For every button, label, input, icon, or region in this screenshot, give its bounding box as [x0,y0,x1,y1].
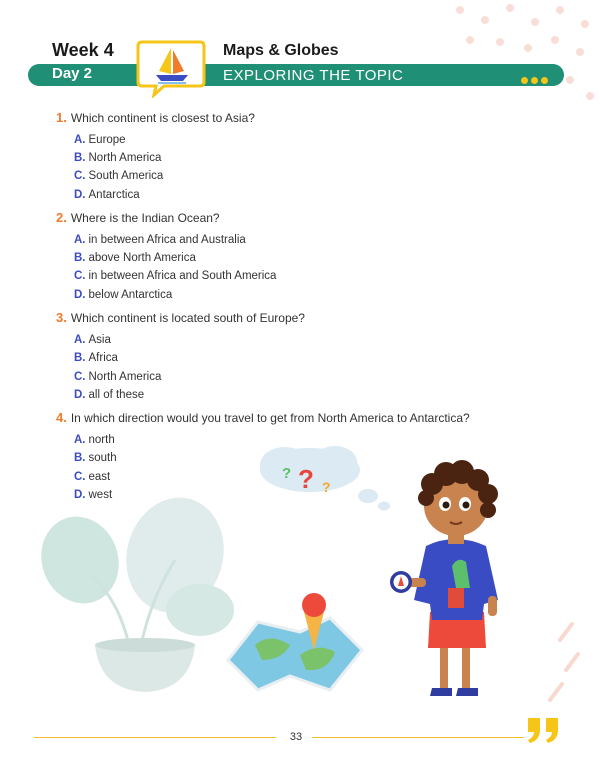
week-label: Week 4 [52,40,114,60]
option-text: Asia [88,334,111,346]
option-text: west [88,489,113,501]
potted-plant-icon [29,487,236,692]
question-mark-orange: ? [322,479,331,495]
question-2 [56,210,220,225]
option-text: in between Africa and Australia [88,234,246,246]
option-text: South America [88,170,164,182]
option-text: Africa [88,352,118,364]
option-text: below Antarctica [88,289,173,301]
decorative-dots [430,0,600,110]
question-mark-green: ? [282,465,292,482]
day-label: Day 2 [52,65,93,82]
option-letter: B. [74,452,86,464]
question-number: 1. [56,110,67,125]
option-2d[interactable] [74,289,172,301]
option-letter: D. [74,289,86,301]
option-letter: B. [74,352,86,364]
option-letter: D. [74,489,86,501]
question-mark-red: ? [298,464,314,494]
option-text: North America [88,371,162,383]
footer-divider-left [34,737,276,738]
option-letter: C. [74,471,86,483]
decorative-dashes [550,624,578,700]
option-letter: C. [74,270,86,282]
option-letter: D. [74,189,86,201]
option-text: North America [88,152,162,164]
option-text: Antarctica [88,189,140,201]
option-text: in between Africa and South America [88,270,277,282]
option-text: all of these [88,389,145,401]
option-letter: C. [74,371,86,383]
question-text: Where is the Indian Ocean? [70,211,220,225]
boy-character-icon [390,460,498,696]
question-text: Which continent is located south of Europe? [70,311,305,325]
thought-bubble-icon [260,446,390,511]
option-3b[interactable] [74,352,118,364]
option-text: above North America [88,252,196,264]
question-number: 2. [56,210,67,225]
option-1b[interactable] [74,152,161,164]
option-1d[interactable] [74,189,140,201]
illustration [0,440,600,740]
option-letter: B. [74,252,86,264]
question-text: Which continent is closest to Asia? [70,111,255,125]
option-2a[interactable] [74,234,246,246]
question-3 [56,310,305,325]
topic-title: Maps & Globes [223,42,339,59]
map-icon [228,618,362,690]
option-letter: A. [74,434,86,446]
sailboat-icon [134,38,208,98]
option-letter: A. [74,234,86,246]
option-letter: D. [74,389,86,401]
question-text: In which direction would you travel to get from North America to Antarctica? [70,411,470,425]
footer-divider-right [312,737,524,738]
question-number: 3. [56,310,67,325]
option-3a[interactable] [74,334,111,346]
option-3d[interactable] [74,389,144,401]
quote-mark-icon [524,714,564,744]
option-text: Europe [88,134,126,146]
option-text: east [88,471,111,483]
question-number: 4. [56,410,67,425]
option-2c[interactable] [74,270,276,282]
option-letter: B. [74,152,86,164]
option-text: south [88,452,117,464]
option-text: north [88,434,115,446]
option-1c[interactable] [74,170,163,182]
option-2b[interactable] [74,252,196,264]
question-4 [56,410,470,425]
option-letter: C. [74,170,86,182]
option-letter: A. [74,134,86,146]
option-3c[interactable] [74,371,161,383]
page-number: 33 [289,731,303,743]
option-letter: A. [74,334,86,346]
banner-title: EXPLORING THE TOPIC [223,67,404,84]
question-1 [56,110,255,125]
option-1a[interactable] [74,134,126,146]
banner-dots-icon [521,71,557,79]
